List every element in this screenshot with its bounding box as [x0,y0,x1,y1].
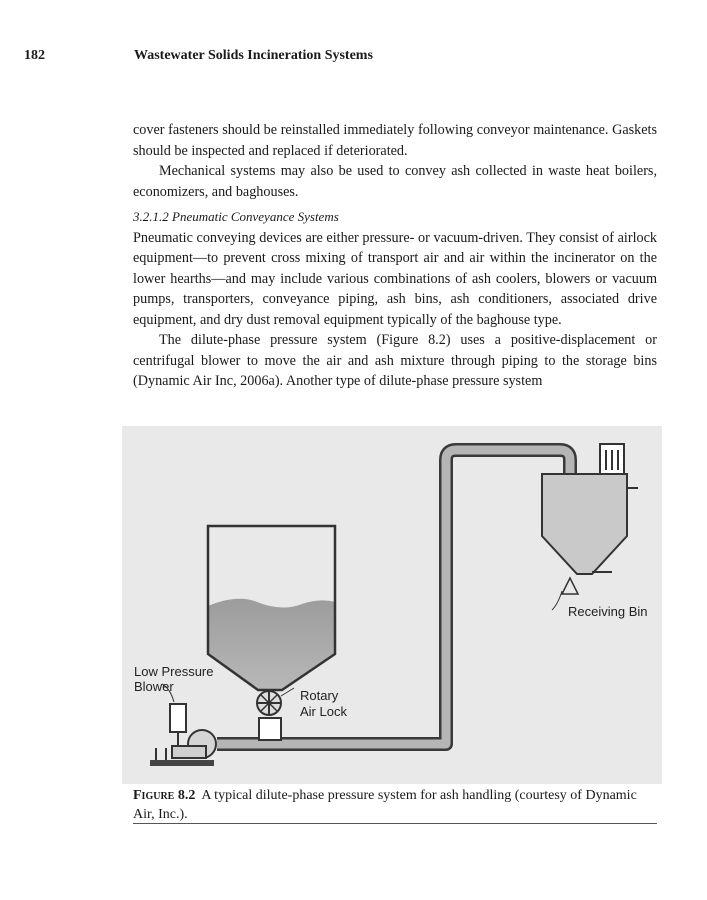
paragraph-3: Pneumatic conveying devices are either pressure- or vacuum-driven. They consist of airlock equipment—to prevent cross mixing of transport air and air within the incinerator on the lower hearths—and may include various combinations of ash coolers, blowers or vacuum pumps, transporters, conveyance piping, ash bins, ash conditioners, associated drive equipment, and dry dust removal equipment typically of the baghouse type. [133,229,657,328]
air-lock-label-1: Rotary [300,688,339,703]
paragraph-1: cover fasteners should be reinstalled immediately following conveyor maintenance. Gaskets should be inspected and replaced if deteriorated. [133,122,657,159]
paragraph-2: Mechanical systems may also be used to convey ash collected in waste heat boilers, economizers, and baghouses. [133,163,657,200]
blower-label-1: Low Pressure [134,664,214,679]
running-title: Wastewater Solids Incineration Systems [134,48,373,63]
figure-caption [133,786,657,824]
caption-label: Figure 8.2 [133,788,196,803]
receiving-bin-label: Receiving Bin [568,604,648,619]
caption-text: A typical dilute-phase pressure system for ash handling (courtesy of Dynamic Air, Inc.). [133,788,637,822]
caption-rule [133,823,657,824]
air-lock-label-2: Air Lock [300,704,347,719]
subheading: 3.2.1.2 Pneumatic Conveyance Systems [133,209,339,224]
paragraph-4: The dilute-phase pressure system (Figure 8.2) uses a positive-displacement or centrifugal blower to move the air and ash mixture through piping to the storage bins (Dynamic Air Inc, 2006a). Another type of dilute-phase pressure system [133,332,657,389]
page-number: 182 [24,48,45,63]
running-header [24,48,373,64]
blower-label-2: Blower [134,679,174,694]
figure-diagram [122,426,662,784]
body-text [133,120,657,392]
